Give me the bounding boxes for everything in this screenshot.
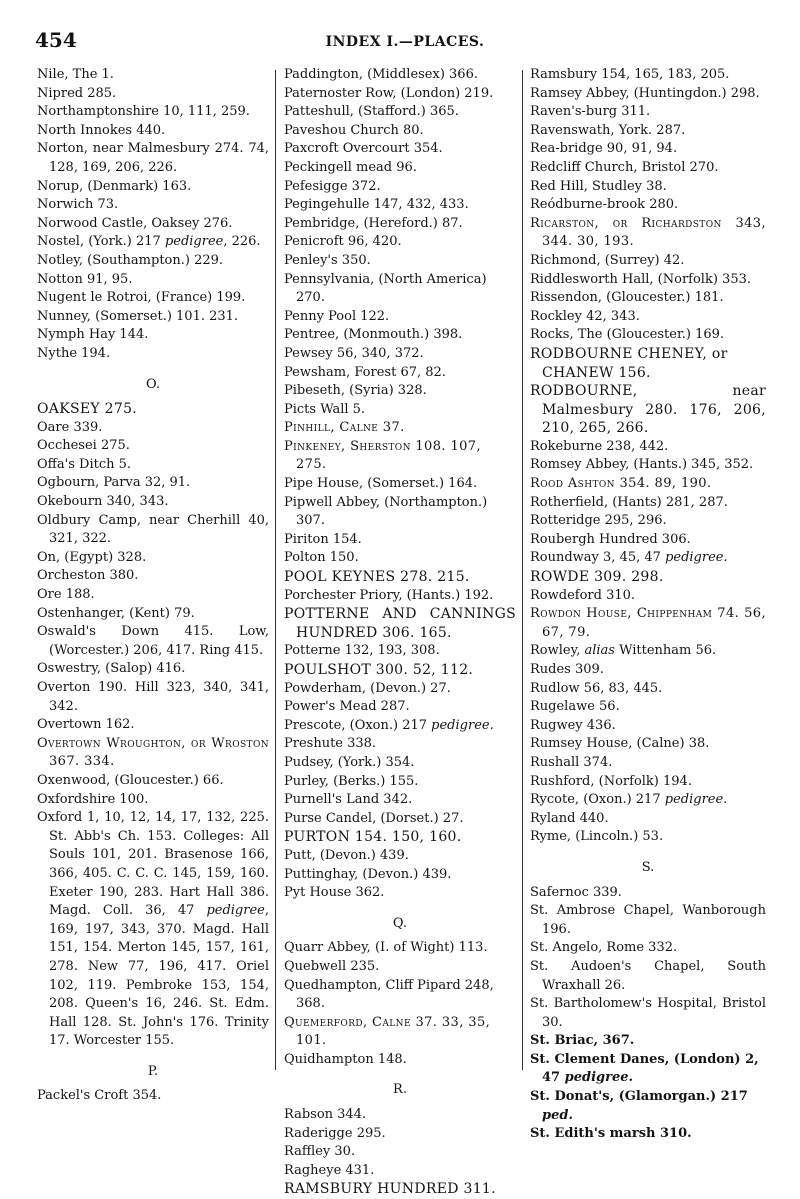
entry-text: Wittenham 56. <box>614 643 717 659</box>
index-entry: Norup, (Denmark) 163. <box>37 178 192 194</box>
index-entry: Ramsey Abbey, (Huntingdon.) 298. <box>530 85 760 101</box>
entry-emphasis: pedigree. <box>431 717 494 733</box>
index-entry: Pyt House 362. <box>284 885 385 901</box>
column-divider <box>522 70 523 1070</box>
index-entry: Northamptonshire 10, 111, 259. <box>37 104 250 120</box>
index-entry: Puttinghay, (Devon.) 439. <box>284 866 452 882</box>
index-entry: Safernoc 339. <box>530 884 622 900</box>
index-entry: St. Briac, 367. <box>530 1033 635 1049</box>
page-header <box>35 28 775 56</box>
index-entry: Ogbourn, Parva 32, 91. <box>37 475 191 491</box>
index-entry: Quedhampton, Cliff Pipard 248, 368. <box>284 977 494 1012</box>
index-entry: Purse Candel, (Dorset.) 27. <box>284 810 464 826</box>
index-entry: Rood Ashton 354. 89, 190. <box>530 476 712 492</box>
index-entry: Purnell's Land 342. <box>284 792 413 808</box>
index-entry: Oldbury Camp, near Cherhill 40, 321, 322. <box>37 512 269 547</box>
index-entry: Quidhampton 148. <box>284 1051 407 1067</box>
index-entry: St. Bartholomew's Hospital, Bristol 30. <box>530 996 766 1030</box>
index-entry: POULSHOT 300. 52, 112. <box>284 662 474 678</box>
index-entry: Rockley 42, 343. <box>530 308 640 324</box>
index-entry: Pibeseth, (Syria) 328. <box>284 383 427 399</box>
section-letter: Q. <box>392 915 408 931</box>
index-entry: Rowdon House, Chippenham 74. 56, 67, 79. <box>530 606 766 640</box>
index-entry: Pudsey, (York.) 354. <box>284 754 415 770</box>
index-entry: Pefesigge 372. <box>284 178 381 194</box>
index-entry: Pinhill, Calne 37. <box>284 420 405 436</box>
index-entry: Rudlow 56, 83, 445. <box>530 680 663 696</box>
index-entry: Power's Mead 287. <box>284 699 410 715</box>
index-entry: Riddlesworth Hall, (Norfolk) 353. <box>530 271 751 287</box>
index-entry: Rissendon, (Gloucester.) 181. <box>530 290 724 306</box>
entry-text: , 226. <box>223 234 261 250</box>
section-letter: O. <box>145 376 161 392</box>
index-entry: Redcliff Church, Bristol 270. <box>530 159 719 175</box>
index-entry: Occhesei 275. <box>37 438 130 454</box>
index-entry <box>37 809 269 1051</box>
index-entry: Rabson 344. <box>284 1107 367 1123</box>
index-entry: POOL KEYNES 278. 215. <box>284 569 470 586</box>
section-letter: P. <box>147 1063 159 1079</box>
index-entry: RODBOURNE, near Malmesbury 280. 176, 206, 210, 265, 266. <box>530 383 766 437</box>
entry-emphasis: pedigree. <box>664 792 728 808</box>
index-entry: Penny Pool 122. <box>284 308 390 324</box>
index-entry: Pinkeney, Sherston 108. 107, 275. <box>284 438 481 473</box>
index-entry: RODBOURNE CHENEY, or CHANEW 156. <box>530 345 728 381</box>
index-entry: Powderham, (Devon.) 27. <box>284 680 451 696</box>
index-entry: Overtown Wroughton, or Wroston 367. 334. <box>37 735 269 770</box>
index-column-3 <box>530 66 766 1144</box>
index-entry: OAKSEY 275. <box>37 401 138 418</box>
column-divider <box>275 70 276 1070</box>
index-entry: Quemerford, Calne 37. 33, 35, 101. <box>284 1014 491 1049</box>
index-entry: North Innokes 440. <box>37 122 166 138</box>
index-entry: Raven's-burg 311. <box>530 104 651 120</box>
index-entry: Paveshou Church 80. <box>284 122 424 138</box>
index-entry: Norwich 73. <box>37 197 119 213</box>
index-entry: Preshute 338. <box>284 736 377 752</box>
index-entry: Ore 188. <box>37 587 95 603</box>
entry-text: Prescote, (Oxon.) 217 <box>284 717 432 733</box>
index-entry: Red Hill, Studley 38. <box>530 178 667 194</box>
entry-text: Nostel, (York.) 217 <box>37 234 165 250</box>
index-entry: Oswestry, (Salop) 416. <box>37 661 186 677</box>
index-entry: Ryme, (Lincoln.) 53. <box>530 829 664 845</box>
index-entry: Nythe 194. <box>37 345 111 361</box>
index-entry: Pentree, (Monmouth.) 398. <box>284 327 463 343</box>
index-entry: Reódburne-brook 280. <box>530 197 679 213</box>
index-entry <box>530 791 766 810</box>
index-entry: Norton, near Malmesbury 274. 74, 128, 169, 206, 226. <box>37 141 269 175</box>
index-entry: Richmond, (Surrey) 42. <box>530 252 685 268</box>
index-entry: Purley, (Berks.) 155. <box>284 773 419 789</box>
entry-emphasis: ped. <box>542 1107 573 1123</box>
index-entry: Oxfordshire 100. <box>37 791 149 807</box>
index-entry: Porchester Priory, (Hants.) 192. <box>284 587 494 603</box>
index-entry <box>37 233 269 252</box>
index-entry: Rumsey House, (Calne) 38. <box>530 736 710 752</box>
index-entry: St. Edith's marsh 310. <box>530 1126 692 1142</box>
entry-emphasis: pedigree. <box>564 1070 634 1086</box>
index-entry: Raderigge 295. <box>284 1125 386 1141</box>
index-entry: Rocks, The (Gloucester.) 169. <box>530 327 725 343</box>
index-entry <box>530 1051 766 1088</box>
index-entry: Rugwey 436. <box>530 717 616 733</box>
index-column-2 <box>284 66 516 1199</box>
index-entry: Raffley 30. <box>284 1144 356 1160</box>
index-entry: Ramsbury 154, 165, 183, 205. <box>530 67 730 82</box>
index-entry: Ricarston, or Richardston 343, 344. 30, 193. <box>530 215 766 250</box>
index-entry: Quebwell 235. <box>284 958 380 974</box>
entry-text: Rycote, (Oxon.) 217 <box>530 792 665 808</box>
index-entry: Nymph Hay 144. <box>37 327 149 343</box>
index-column-1 <box>37 66 269 1106</box>
entry-text: St. Clement Danes, (London) 2, 47 <box>530 1051 759 1086</box>
index-entry: Offa's Ditch 5. <box>37 456 132 472</box>
section-letter: S. <box>641 859 655 875</box>
index-entry: POTTERNE AND CANNINGS HUNDRED 306. 165. <box>284 606 516 641</box>
index-entry: Overtown 162. <box>37 717 135 733</box>
entry-emphasis: pedigree. <box>665 550 728 566</box>
index-entry: Rotherfield, (Hants) 281, 287. <box>530 494 728 510</box>
index-entry: Potterne 132, 193, 308. <box>284 643 440 659</box>
index-entry: Rugelawe 56. <box>530 699 620 715</box>
index-entry: Pipe House, (Somerset.) 164. <box>284 476 478 492</box>
index-entry: Paxcroft Overcourt 354. <box>284 141 443 157</box>
index-entry: On, (Egypt) 328. <box>37 549 147 565</box>
index-entry: Penicroft 96, 420. <box>284 234 402 250</box>
entry-text: Oxford 1, 10, 12, 14, 17, 132, 225. St. Abb's Ch. 153. Colleges: All Souls 101, 201. Brasenose 166, 366, 405. C. C. C. 145, 159, 160. Exeter 190, 283. Hart Hall 386. Magd. Coll. 36, 47 <box>37 810 269 919</box>
index-entry: Rotteridge 295, 296. <box>530 513 667 529</box>
index-entry: Overton 190. Hill 323, 340, 341, 342. <box>37 680 269 714</box>
index-entry: Pegingehulle 147, 432, 433. <box>284 197 469 213</box>
index-entry: Rea-bridge 90, 91, 94. <box>530 141 678 157</box>
index-entry: ROWDE 309. 298. <box>530 569 664 586</box>
index-entry: Romsey Abbey, (Hants.) 345, 352. <box>530 457 754 473</box>
index-entry: St. Audoen's Chapel, South Wraxhall 26. <box>530 958 766 993</box>
index-entry: Oare 339. <box>37 419 103 435</box>
index-entry: PURTON 154. 150, 160. <box>284 829 462 846</box>
index-entry: Picts Wall 5. <box>284 401 366 417</box>
index-entry <box>530 549 766 568</box>
index-entry <box>530 1088 766 1125</box>
index-entry: Rokeburne 238, 442. <box>530 438 669 454</box>
running-title: INDEX I.—PLACES. <box>325 34 485 50</box>
index-entry: St. Ambrose Chapel, Wanborough 196. <box>530 903 766 937</box>
index-entry: Norwood Castle, Oaksey 276. <box>37 215 233 231</box>
index-entry: Nile, The 1. <box>37 67 114 82</box>
index-entry: Rudes 309. <box>530 662 604 677</box>
index-entry <box>530 642 766 661</box>
index-entry: Paddington, (Middlesex) 366. <box>284 67 478 82</box>
index-entry <box>284 717 516 736</box>
index-entry: Packel's Croft 354. <box>37 1088 162 1104</box>
index-entry: Ragheye 431. <box>284 1162 375 1178</box>
index-entry: Roubergh Hundred 306. <box>530 531 691 547</box>
index-entry: Rushall 374. <box>530 754 613 770</box>
page-number: 454 <box>35 28 77 52</box>
index-entry: Orcheston 380. <box>37 568 139 584</box>
index-entry: Rowdeford 310. <box>530 587 636 603</box>
entry-emphasis: alias <box>584 643 615 659</box>
index-entry: Paternoster Row, (London) 219. <box>284 85 494 101</box>
entry-emphasis: pedigree <box>164 234 224 250</box>
index-entry: Piriton 154. <box>284 531 362 547</box>
index-entry: Pipwell Abbey, (Northampton.) 307. <box>284 494 488 529</box>
index-entry: St. Angelo, Rome 332. <box>530 940 678 956</box>
index-entry: Ryland 440. <box>530 810 609 826</box>
index-entry: Okebourn 340, 343. <box>37 494 169 510</box>
index-entry: Pewsey 56, 340, 372. <box>284 345 424 361</box>
index-entry: Ostenhanger, (Kent) 79. <box>37 605 195 621</box>
index-entry: Nunney, (Somerset.) 101. 231. <box>37 308 239 324</box>
index-entry: Patteshull, (Stafford.) 365. <box>284 104 459 120</box>
index-entry: Oswald's Down 415. Low, (Worcester.) 206, 417. Ring 415. <box>37 624 269 658</box>
entry-text: Roundway 3, 45, 47 <box>530 550 666 566</box>
index-entry: RAMSBURY HUNDRED 311. <box>284 1181 496 1198</box>
index-entry: Pembridge, (Hereford.) 87. <box>284 215 463 231</box>
index-entry: Notton 91, 95. <box>37 271 133 287</box>
index-entry: Penley's 350. <box>284 252 371 268</box>
index-entry: Nugent le Rotroi, (France) 199. <box>37 290 246 306</box>
entry-text: , 169, 197, 343, 370. Magd. Hall 151, 154. Merton 145, 157, 161, 278. New 77, 196, 417. Oriel 102, 119. Pembroke 153, 154, 208. Queen's 16, 246. St. Edm. Hall 128. St. John's 176. Trinity 17. Worcester 155. <box>49 903 269 1049</box>
entry-text: St. Donat's, (Glamorgan.) 217 <box>530 1089 748 1105</box>
index-entry: Quarr Abbey, (I. of Wight) 113. <box>284 940 488 956</box>
index-entry: Pennsylvania, (North America) 270. <box>284 271 487 306</box>
index-entry: Ravenswath, York. 287. <box>530 122 686 138</box>
index-entry: Peckingell mead 96. <box>284 159 417 175</box>
index-entry: Oxenwood, (Gloucester.) 66. <box>37 772 224 788</box>
index-entry: Notley, (Southampton.) 229. <box>37 252 224 268</box>
index-entry: Nipred 285. <box>37 85 117 101</box>
entry-emphasis: pedigree <box>206 903 265 919</box>
index-entry: Pewsham, Forest 67, 82. <box>284 364 446 380</box>
index-entry: Rushford, (Norfolk) 194. <box>530 773 692 789</box>
index-entry: Polton 150. <box>284 550 359 566</box>
index-entry: Putt, (Devon.) 439. <box>284 847 409 863</box>
entry-text: Rowley, <box>530 643 585 659</box>
section-letter: R. <box>393 1082 407 1098</box>
